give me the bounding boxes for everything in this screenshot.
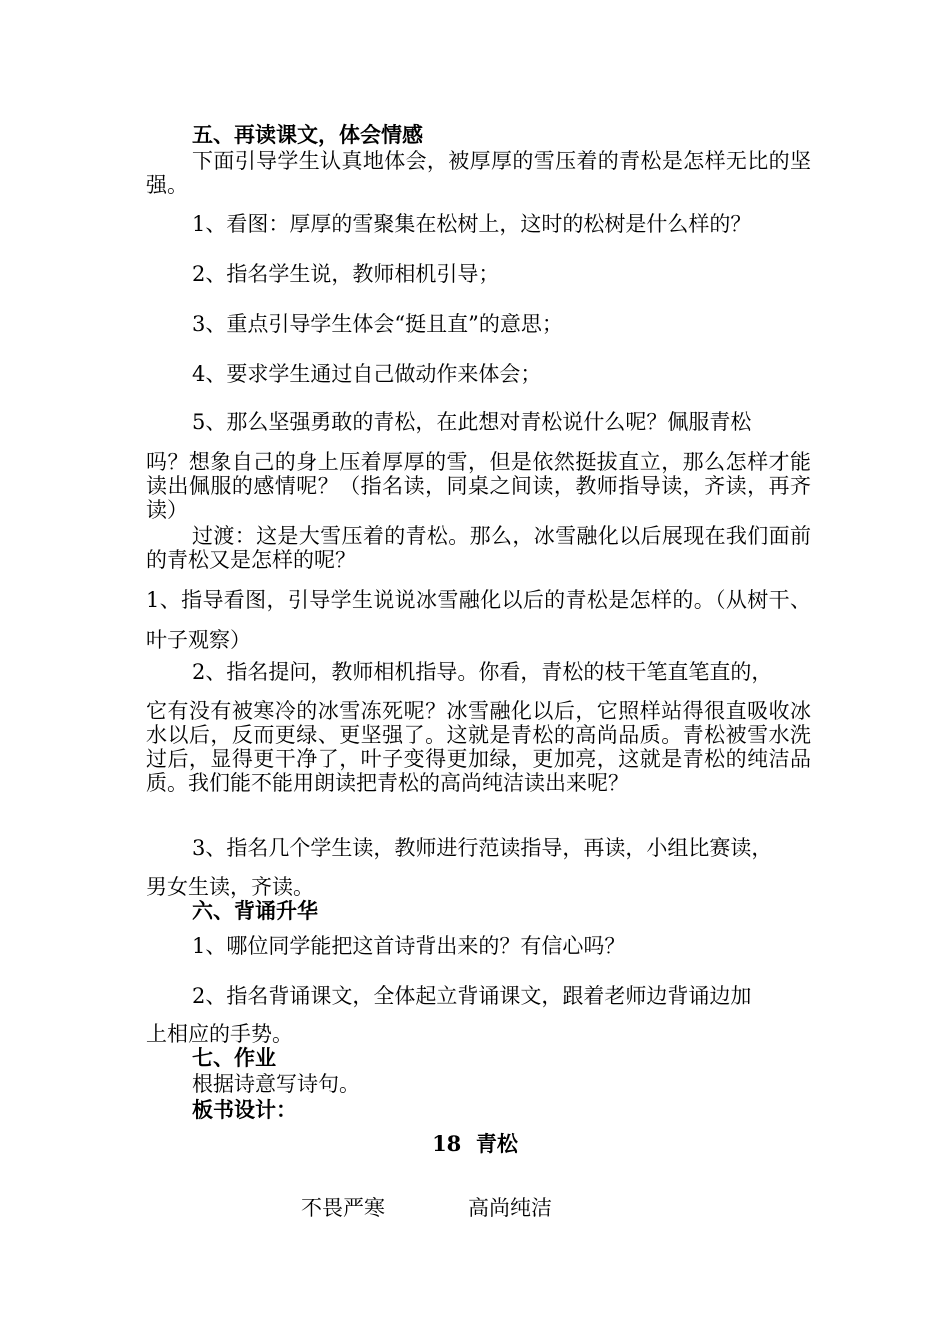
section-6-item-2-line-1: 2、指名背诵课文，全体起立背诵课文，跟着老师边背诵边加 [192,984,752,1008]
transition-paragraph: 过渡：这是大雪压着的青松。那么，冰雪融化以后展现在我们面前的青松又是怎样的呢？ [146,524,811,572]
board-design-heading: 板书设计： [192,1097,297,1122]
section-6-item-1: 1、哪位同学能把这首诗背出来的？有信心吗？ [192,934,626,958]
transition-item-2-continued: 它有没有被寒冷的冰雪冻死呢？冰雪融化以后，它照样站得很直吸收冰水以后，反而更绿、更坚强了。这就是青松的高尚品质。青松被雪水洗过后，显得更干净了，叶子变得更加绿，更加亮，这就是青松的纯洁品质。我们能不能用朗读把青松的高尚纯洁读出来呢？ [146,699,811,795]
transition-item-3-line-1: 3、指名几个学生读，教师进行范读指导，再读，小组比赛读， [192,836,773,860]
section-7-heading: 七、作业 [192,1045,276,1070]
transition-item-3-line-2: 男女生读，齐读。 [146,875,314,899]
section-5-item-5-continued: 吗？想象自己的身上压着厚厚的雪，但是依然挺拔直立，那么怎样才能读出佩服的感情呢？（指名读，同桌之间读，教师指导读，齐读，再齐读） [146,450,811,522]
section-5-item-4: 4、要求学生通过自己做动作来体会； [192,362,542,386]
section-5-heading: 五、再读课文，体会情感 [192,122,423,147]
transition-item-2-line-1: 2、指名提问，教师相机指导。你看，青松的枝干笔直笔直的， [192,660,773,684]
board-left-text: 不畏严寒 [301,1196,385,1220]
intro-paragraph: 下面引导学生认真地体会，被厚厚的雪压着的青松是怎样无比的坚强。 [146,149,811,197]
section-6-heading: 六、背诵升华 [192,898,318,923]
section-5-item-5-line-1: 5、那么坚强勇敢的青松，在此想对青松说什么呢？佩服青松 [192,410,752,434]
transition-item-1: 1、指导看图，引导学生说说冰雪融化以后的青松是怎样的。（从树干、叶子观察） [146,588,811,652]
section-5-item-2: 2、指名学生说，教师相机引导； [192,262,500,286]
section-5-item-3: 3、重点引导学生体会“挺且直”的意思； [192,312,563,336]
section-5-item-1: 1、看图：厚厚的雪聚集在松树上，这时的松树是什么样的？ [192,212,752,236]
homework-text: 根据诗意写诗句。 [192,1072,360,1096]
board-title: 18 青松 [432,1131,518,1156]
section-6-item-2-line-2: 上相应的手势。 [146,1022,293,1046]
board-right-text: 高尚纯洁 [468,1196,552,1220]
